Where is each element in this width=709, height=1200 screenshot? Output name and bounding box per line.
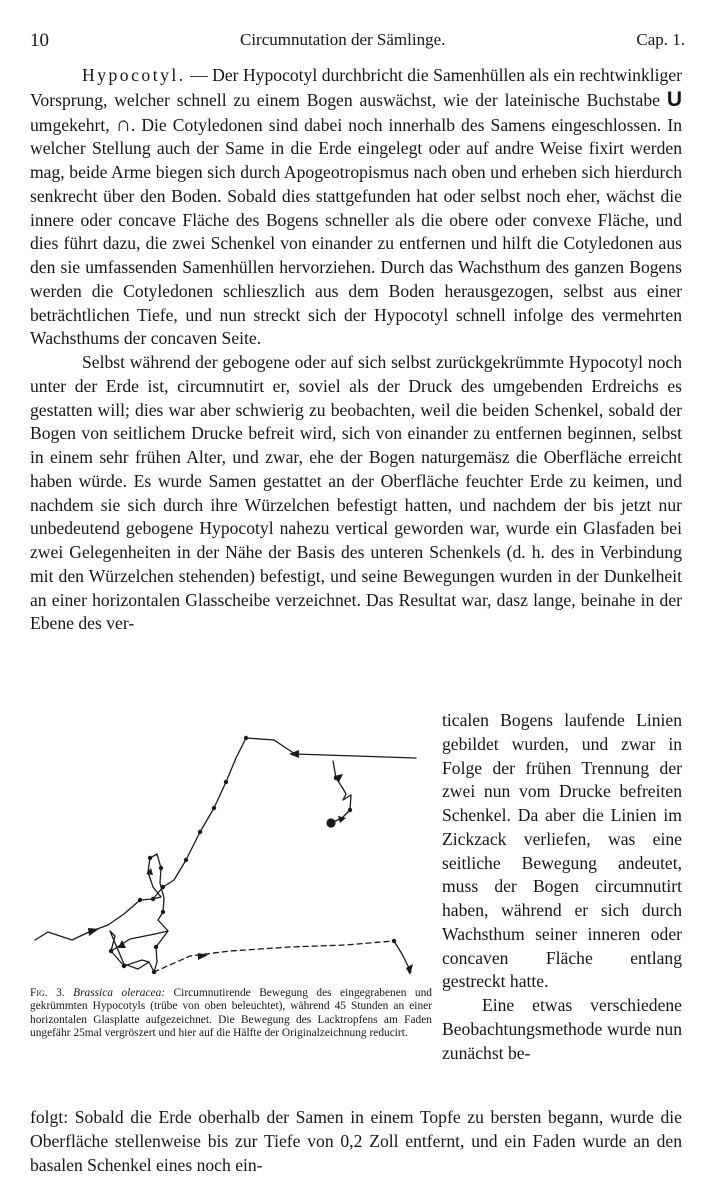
tracing-point <box>138 898 142 902</box>
tracing-upper-path <box>153 738 416 899</box>
letter-u-glyph: U <box>666 87 682 111</box>
tracing-start-path <box>331 761 351 823</box>
page-number: 10 <box>30 30 49 51</box>
body-text-bottom <box>30 1106 682 1177</box>
figure-caption <box>30 987 432 1041</box>
tracing-point <box>161 910 165 914</box>
paragraph-continuation: ticalen Bogens laufende Linien gebildet wurden, und zwar in Folge der frühen Trennung der zwei nun vom Drucke befreiten Schenkel. Da aber die Linien im Zickzack verliefen, was eine seitliche Bewegung andeutet, muss der Bogen circumnutirt haben, während er sich durch Wachsthum seiner inneren oder concaven Fläche entlang gestreckt hatte. <box>442 710 682 992</box>
arrowhead <box>406 964 413 975</box>
arrowhead <box>88 928 99 936</box>
tracing-point <box>224 780 228 784</box>
arrowhead <box>146 868 153 875</box>
paragraph-hypocotyl <box>30 64 682 351</box>
tracing-point <box>151 897 155 901</box>
paragraph-method-continued: folgt: Sobald die Erde oberhalb der Samen in einem Topfe zu bersten begann, wurde die Oberfläche stellenweise bis zur Tiefe von 0,2 Zoll entfernt, und ein Faden wurde an den basalen Schenkel eines noch ein- <box>30 1107 682 1175</box>
paragraph-circumnutation: Selbst während der gebogene oder auf sich selbst zurückgekrümmte Hypocotyl noch unter der Erde ist, circumnutirt er, soviel als der Druck des umgebenden Erdreichs es gestatten will; dies war aber schwierig zu beobachten, weil die beiden Schenkel, sobald der Bogen von seitlichem Drucke befreit wird, sich von einander zu entfernen beginnen, selbst in einem sehr frühen Alter, und zwar, ehe der Bogen naturgemäsz die Oberfläche erreicht haben würde. Es wurde Samen gestattet an der Oberfläche feuchter Erde zu keimen, und nachdem sie sich durch ihre Würzelchen befestigt hatten, und nachdem der bis jetzt nur unbedeutend gebogene Hypocotyl nahezu vertical geworden war, wurde ein Glasfaden bei zwei Gelegenheiten in der Nähe der Basis des unteren Schenkels (d. h. des in Verbindung mit den Würzelchen stehenden) befestigt, und seine Bewegungen wurden in der Dunkelheit an einer horizontalen Glasscheibe verzeichnet. Das Resultat war, dasz lange, beinahe in der Ebene des ver- <box>30 352 682 634</box>
running-head <box>30 30 685 56</box>
arrowhead <box>118 940 126 948</box>
figure-label: Fig. 3. <box>30 987 65 999</box>
paragraph-method: Eine etwas verschiedene Beobachtungsmethode wurde nun zunächst be- <box>442 995 682 1063</box>
body-text-side <box>442 709 682 1065</box>
paragraph-text: . Die Cotyledonen sind dabei noch innerhalb des Samens eingeschlossen. In welcher Stellung auch der Same in die Erde eingelegt oder auf andre Weise fixirt werden mag, beide Arme biegen sich durch Apogeotropismus nach oben und erheben sich hierdurch senkrecht über den Boden. Sobald dies stattgefunden hat oder selbst noch eher, wächst die innere oder concave Fläche des Bogens schneller als die obere oder convexe Fläche, und dies führt dazu, die zwei Schenkel von einander zu entfernen und hilft die Cotyledonen aus den sie umfassenden Samenhüllen hervorziehen. Durch das Wachsthum des ganzen Bogens werden die Cotyledonen schlieszlich aus dem Boden herausgezogen, selbst aus einer beträchtlichen Tiefe, und nun streckt sich der Hypocotyl schnell infolge des vermehrten Wachsthums der concaven Seite. <box>30 114 682 349</box>
tracing-start-dot <box>326 818 335 827</box>
figure-caption-text: Circumnutirende Bewegung des eingegrabenen und gekrümmten Hypocotyls (trübe von oben beleuchtet), während 45 Stunden an einer horizontalen Glasplatte aufgezeichnet. Die Bewegung des Lacktropfens am Faden ungefähr 25mal vergröszert und hier auf die Hälfte der Originalzeichnung reducirt. <box>30 987 432 1040</box>
tracing-loop-path <box>110 854 168 972</box>
tracing-point <box>392 939 396 943</box>
inverted-u-glyph: ∩ <box>115 112 131 136</box>
tracing-point <box>109 949 113 953</box>
figure-3 <box>30 700 432 998</box>
paragraph-lead-word: Hypocotyl. <box>82 65 186 85</box>
tracing-dashed-bottom <box>154 941 394 972</box>
tracing-point <box>244 736 248 740</box>
running-title: Circumnutation der Sämlinge. <box>240 30 446 49</box>
tracing-point <box>148 856 152 860</box>
circumnutation-tracing <box>30 700 432 998</box>
tracing-point <box>212 806 216 810</box>
tracing-point <box>122 964 126 968</box>
body-text-top <box>30 64 682 636</box>
paragraph-text: umgekehrt, <box>30 114 116 135</box>
tracing-descent-path <box>35 899 153 940</box>
tracing-point <box>161 885 165 889</box>
tracing-point <box>154 945 158 949</box>
tracing-point <box>184 858 188 862</box>
chapter-label: Cap. 1. <box>636 30 685 49</box>
tracing-point <box>198 830 202 834</box>
figure-species: Brassica oleracea: <box>73 987 166 999</box>
tracing-point <box>159 866 163 870</box>
paragraph-text: — Der Hypocotyl durchbricht die Samenhüllen als ein rechtwinkliger Vorsprung, welcher schnell zu einem Bogen auswächst, wie der lateinische Buchstabe <box>30 65 682 110</box>
tracing-point <box>348 808 352 812</box>
arrowhead <box>338 816 346 823</box>
tracing-point <box>152 970 156 974</box>
